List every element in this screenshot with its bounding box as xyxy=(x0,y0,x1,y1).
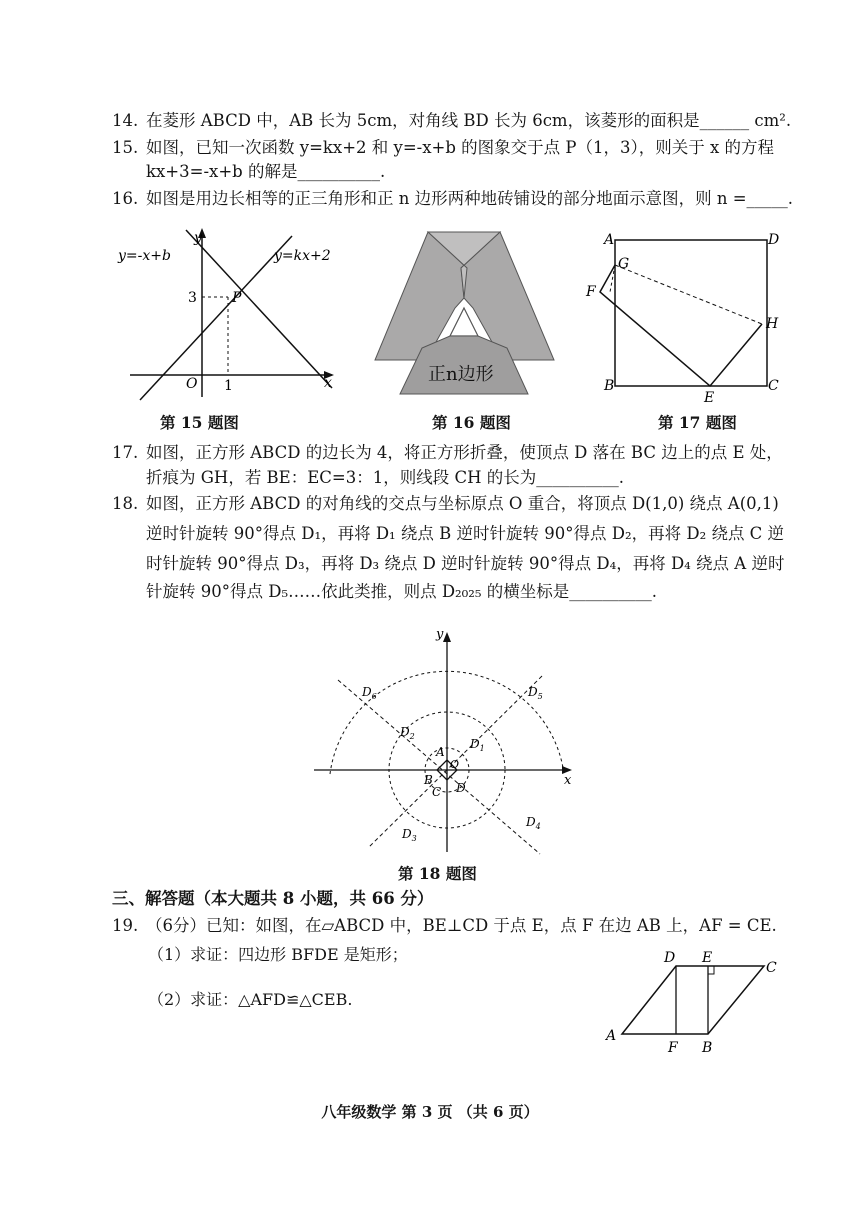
question-number: 18. xyxy=(112,494,139,513)
caption-figure-15: 第 15 题图 xyxy=(160,413,239,432)
label-d: D xyxy=(456,781,466,795)
label-y: y xyxy=(436,627,444,642)
figure-17-folded-square xyxy=(582,224,792,406)
caption-figure-16: 第 16 题图 xyxy=(432,413,511,432)
question-14 xyxy=(112,111,791,131)
question-19 xyxy=(112,916,777,936)
label-f: F xyxy=(586,284,596,300)
question-17 xyxy=(112,443,783,463)
label-b: B xyxy=(424,773,433,787)
label-b: B xyxy=(604,378,615,394)
label-d1: $D_1$ xyxy=(470,737,485,753)
figure-18-rotation xyxy=(310,624,590,856)
label-d5: $D_5$ xyxy=(528,685,543,701)
label-d: D xyxy=(664,950,676,966)
label-c: C xyxy=(768,378,779,394)
question-text: 如图是用边长相等的正三角形和正 n 边形两种地砖铺设的部分地面示意图，则 n =_____. xyxy=(146,189,794,208)
figure-19-parallelogram xyxy=(600,944,790,1056)
label-d: D xyxy=(768,232,780,248)
question-18-line4: 针旋转 90°得点 D₅……依此类推，则点 D₂₀₂₅ 的横坐标是__________. xyxy=(146,582,658,601)
label-g: G xyxy=(618,256,630,272)
label-one: 1 xyxy=(224,378,233,394)
question-text-line1: 如图，已知一次函数 y=kx+2 和 y=-x+b 的图象交于点 P（1，3），则关于 x 的方程 xyxy=(146,138,775,157)
section-3-heading: 三、解答题（本大题共 8 小题，共 66 分） xyxy=(112,889,434,908)
question-text-line1: 如图，正方形 ABCD 的边长为 4，将正方形折叠，使顶点 D 落在 BC 边上的点 E 处， xyxy=(146,443,783,462)
question-15 xyxy=(112,138,774,158)
question-text-line1: （6分）已知：如图，在▱ABCD 中，BE⊥CD 于点 E，点 F 在边 AB 上，AF = CE. xyxy=(146,916,777,935)
label-d6: $D_6$ xyxy=(362,685,377,701)
question-16 xyxy=(112,189,793,209)
label-e: E xyxy=(704,390,715,406)
label-a: A xyxy=(606,1028,617,1044)
question-19-part2: （2）求证：△AFD≌△CEB. xyxy=(148,990,353,1009)
question-number: 14. xyxy=(112,111,139,130)
question-17-line2: 折痕为 GH，若 BE：EC=3：1，则线段 CH 的长为__________. xyxy=(146,468,624,487)
label-e: E xyxy=(702,950,713,966)
question-text-line1: 如图，正方形 ABCD 的对角线的交点与坐标原点 O 重合，将顶点 D(1,0) 绕点 A(0,1) xyxy=(146,494,779,513)
label-x-axis: x xyxy=(324,375,332,391)
question-number: 17. xyxy=(112,443,139,462)
question-15-line2: kx+3=-x+b 的解是__________. xyxy=(146,162,386,181)
label-d3: $D_3$ xyxy=(402,827,417,843)
label-o: O xyxy=(450,758,460,771)
label-f: F xyxy=(668,1040,678,1056)
question-text: 在菱形 ABCD 中，AB 长为 5cm，对角线 BD 长为 6cm，该菱形的面积是______ cm². xyxy=(146,111,792,130)
question-number: 15. xyxy=(112,138,139,157)
label-c: C xyxy=(766,960,777,976)
figure-16-tiles xyxy=(372,226,562,402)
page-footer: 八年级数学 第 3 页 （共 6 页） xyxy=(321,1103,539,1121)
label-b: B xyxy=(702,1040,713,1056)
label-d2: $D_2$ xyxy=(400,725,415,741)
label-line-right: y=kx+2 xyxy=(274,248,331,264)
label-y-axis: y xyxy=(194,230,202,246)
label-point-p: P xyxy=(232,290,242,306)
label-origin: O xyxy=(186,376,198,392)
caption-figure-18: 第 18 题图 xyxy=(398,864,477,883)
question-18-line3: 时针旋转 90°得点 D₃，再将 D₃ 绕点 D 逆时针旋转 90°得点 D₄，再将 D₄ 绕点 A 逆时 xyxy=(146,554,785,573)
question-18-line2: 逆时针旋转 90°得点 D₁，再将 D₁ 绕点 B 逆时针旋转 90°得点 D₂，再将 D₂ 绕点 C 逆 xyxy=(146,524,785,543)
label-a: A xyxy=(436,745,445,759)
label-three: 3 xyxy=(188,290,197,306)
label-c: C xyxy=(432,785,442,799)
figure-15-graph xyxy=(110,222,350,402)
label-line-left: y=-x+b xyxy=(118,248,171,264)
question-number: 16. xyxy=(112,189,139,208)
question-number: 19. xyxy=(112,916,139,935)
label-d4: $D_4$ xyxy=(526,815,541,831)
question-18 xyxy=(112,494,779,514)
question-19-part1: （1）求证：四边形 BFDE 是矩形； xyxy=(148,945,408,964)
caption-figure-17: 第 17 题图 xyxy=(658,413,737,432)
label-h: H xyxy=(766,316,779,332)
label-a: A xyxy=(604,232,615,248)
label-regular-n-gon: 正n边形 xyxy=(428,364,494,385)
label-x: x xyxy=(564,773,572,788)
